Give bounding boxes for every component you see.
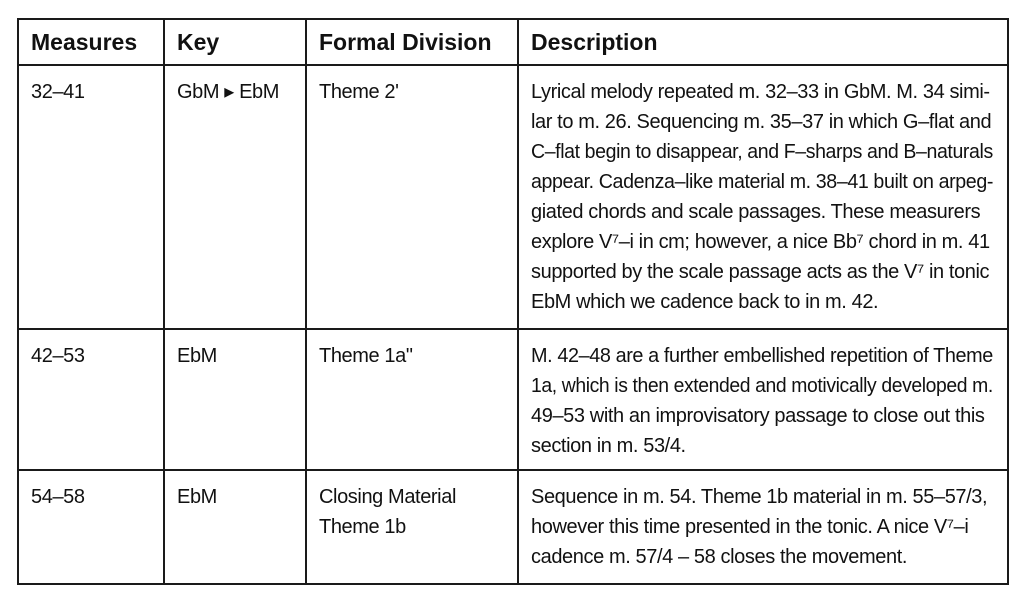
table-row xyxy=(18,470,1008,584)
description-cell xyxy=(518,470,1008,584)
description-line: 49–53 with an improvisatory passage to close out this xyxy=(531,405,985,427)
key-cell: EbM xyxy=(164,470,306,584)
description-line: appear. Cadenza–like material m. 38–41 built on arpeg- xyxy=(531,171,993,193)
description-line: section in m. 53/4. xyxy=(531,435,686,457)
table-row xyxy=(18,65,1008,329)
formal-division-line: Theme 2' xyxy=(319,81,399,103)
description-line: EbM which we cadence back to in m. 42. xyxy=(531,291,879,313)
measures-cell: 42–53 xyxy=(18,329,164,470)
description-line: lar to m. 26. Sequencing m. 35–37 in which G–flat and xyxy=(531,111,992,133)
description-line: M. 42–48 are a further embellished repetition of Theme xyxy=(531,345,993,367)
description-line: supported by the scale passage acts as the V⁷ in tonic xyxy=(531,261,990,283)
header-key: Key xyxy=(164,19,306,65)
description-line: however this time presented in the tonic. A nice V⁷–i xyxy=(531,516,969,538)
key-cell: GbM ▸ EbM xyxy=(164,65,306,329)
table-row xyxy=(18,329,1008,470)
formal-division-cell xyxy=(306,65,518,329)
description-cell xyxy=(518,65,1008,329)
formal-division-line: Theme 1a" xyxy=(319,345,413,367)
header-row xyxy=(18,19,1008,65)
formal-division-cell xyxy=(306,329,518,470)
header-formal-division: Formal Division xyxy=(306,19,518,65)
description-line: explore V⁷–i in cm; however, a nice Bb⁷ chord in m. 41 xyxy=(531,231,990,253)
formal-division-cell xyxy=(306,470,518,584)
description-line: cadence m. 57/4 – 58 closes the movement. xyxy=(531,546,908,568)
description-cell xyxy=(518,329,1008,470)
header-description: Description xyxy=(518,19,1008,65)
measures-cell: 32–41 xyxy=(18,65,164,329)
formal-division-line: Closing Material xyxy=(319,486,456,508)
description-line: 1a, which is then extended and motivically developed m. xyxy=(531,375,993,397)
header-measures: Measures xyxy=(18,19,164,65)
description-line: Sequence in m. 54. Theme 1b material in m. 55–57/3, xyxy=(531,486,988,508)
description-line: Lyrical melody repeated m. 32–33 in GbM. M. 34 simi- xyxy=(531,81,990,103)
description-line: giated chords and scale passages. These measurers xyxy=(531,201,981,223)
formal-division-line: Theme 1b xyxy=(319,516,406,538)
description-line: C–flat begin to disappear, and F–sharps and B–naturals xyxy=(531,141,993,163)
key-cell: EbM xyxy=(164,329,306,470)
measures-cell: 54–58 xyxy=(18,470,164,584)
analysis-table xyxy=(17,18,1009,585)
